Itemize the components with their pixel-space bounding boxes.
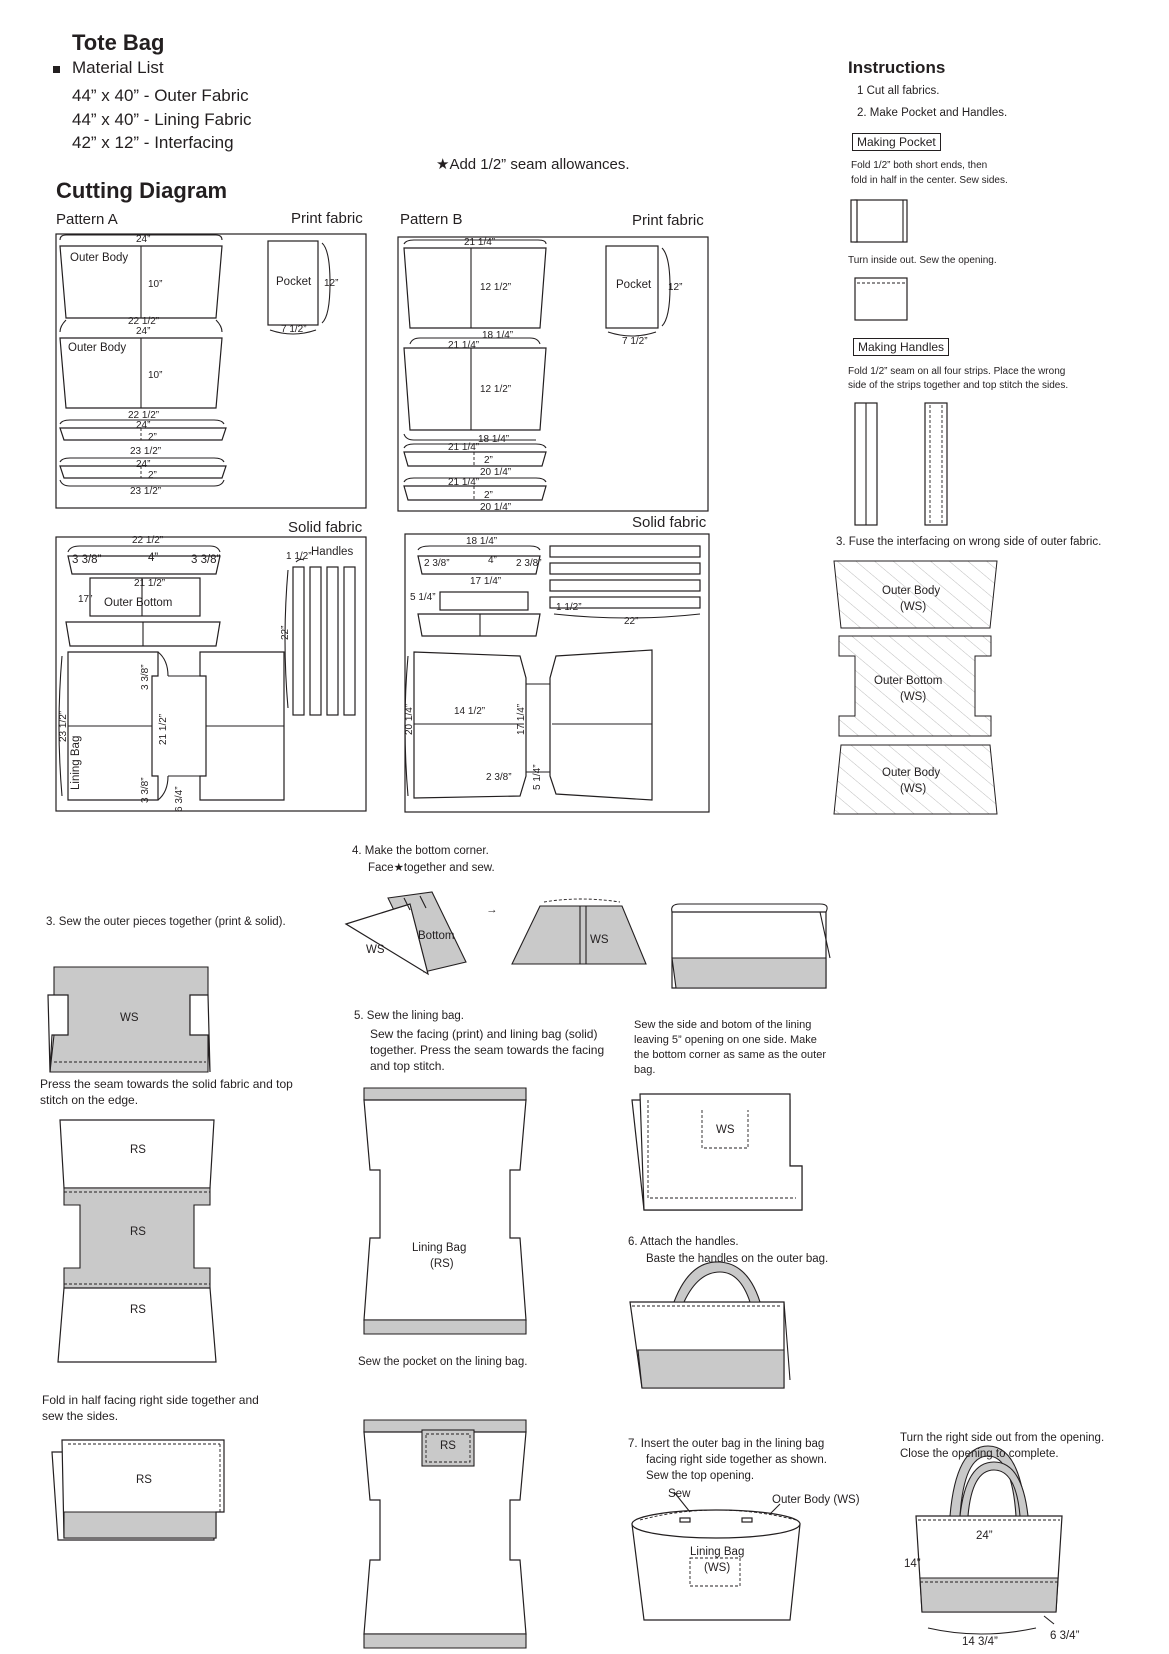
print-fabric-a: Print fabric	[291, 210, 363, 227]
step7-line1: 7. Insert the outer bag in the lining bag	[628, 1438, 825, 1450]
step3-fold-text: Fold in half facing right side together and sew the sides.	[42, 1393, 259, 1423]
material-outer: 44” x 40” - Outer Fabric	[72, 86, 249, 105]
dim-14-5-b: 14 1/2”	[454, 706, 486, 717]
step5-lining-bag: Lining Bag	[412, 1242, 467, 1254]
instructions-step1: 1 Cut all fabrics.	[857, 85, 940, 97]
final-dim-14: 14”	[904, 1558, 921, 1570]
step5-rs: (RS)	[430, 1258, 454, 1270]
step5-title: 5. Sew the lining bag.	[354, 1010, 464, 1022]
dim-5-25-b1: 5 1/4”	[410, 592, 436, 603]
fuse-outer-body-1: Outer Body	[882, 585, 941, 597]
step7-outer-body-ws: Outer Body (WS)	[772, 1494, 860, 1506]
step3-press-text: Press the seam towards the solid fabric and top stitch on the edge.	[40, 1077, 293, 1107]
step7-sew-label: Sew	[668, 1488, 691, 1500]
solid-fabric-a: Solid fabric	[288, 519, 363, 536]
final-line1: Turn the right side out from the opening.	[900, 1432, 1105, 1444]
rs-label-1: RS	[130, 1144, 146, 1156]
dim-2-a1: 2”	[148, 432, 157, 443]
dim-23-5-a1: 23 1/2”	[130, 446, 162, 457]
pocket-sew-text: Sew the pocket on the lining bag.	[358, 1356, 528, 1368]
dim-12-5-b2: 12 1/2”	[480, 384, 512, 395]
dim-17-a: 17”	[78, 594, 93, 605]
dim-21-25-b2: 21 1/4”	[448, 340, 480, 351]
handle-strips-sketch	[855, 403, 947, 525]
dim-18-25-b1: 18 1/4”	[482, 330, 514, 341]
dim-2-3-8-b1: 2 3/8”	[424, 558, 450, 569]
dim-7-5-a: 7 1/2”	[281, 324, 307, 335]
instructions-title: Instructions	[848, 58, 946, 77]
dim-24-a3: 24”	[136, 420, 151, 431]
dim-7-5-b: 7 1/2”	[622, 336, 648, 347]
dim-5-25-b2: 5 1/4”	[532, 764, 543, 790]
material-lining: 44” x 40” - Lining Fabric	[72, 110, 252, 129]
step6-handles-sketch	[630, 1262, 790, 1388]
material-interfacing: 42” x 12” - Interfacing	[72, 133, 234, 152]
dim-6-3-4-a: 6 3/4”	[174, 786, 185, 812]
pattern-b-label: Pattern B	[400, 211, 463, 228]
dim-24-a1: 24”	[136, 234, 151, 245]
dim-21-5-a1: 21 1/2”	[134, 578, 166, 589]
step4-ws-label: WS	[366, 944, 385, 956]
material-heading: Material List	[72, 58, 164, 77]
dim-4-a: 4”	[148, 552, 159, 564]
dim-3-3-8-a4: 3 3/8”	[140, 777, 151, 803]
final-line2: Close the opening to complete.	[900, 1448, 1059, 1460]
dim-4-b: 4”	[488, 555, 497, 566]
dim-24-a4: 24”	[136, 459, 151, 470]
fuse-ws-1: (WS)	[900, 601, 927, 613]
handles-text-1: Fold 1/2” seam on all four strips. Place the wrong	[848, 366, 1066, 377]
step7-line3: Sew the top opening.	[646, 1470, 755, 1482]
step5-lining-sketch	[364, 1088, 526, 1334]
pattern-a-label: Pattern A	[56, 211, 118, 228]
pocket-text-2: fold in half in the center. Sew sides.	[851, 175, 1008, 186]
handles-text-2: side of the strips together and top stitch the sides.	[848, 380, 1069, 391]
dim-3-3-8-a2: 3 3/8”	[191, 554, 221, 566]
step6-subtitle: Baste the handles on the outer bag.	[646, 1253, 829, 1265]
dim-21-25-b1: 21 1/4”	[464, 237, 496, 248]
fuse-outer-bottom: Outer Bottom	[874, 675, 943, 687]
dim-18-25-b2: 18 1/4”	[478, 434, 510, 445]
dim-18-25-b3: 18 1/4”	[466, 536, 498, 547]
dim-22-5-a3: 22 1/2”	[132, 535, 164, 546]
pocket-text-1: Fold 1/2” both short ends, then	[851, 160, 988, 171]
dim-23-5-a2: 23 1/2”	[130, 486, 162, 497]
lining-side-text: Sew the side and botom of the lining leaving 5” opening on one side. Make the bottom corner as same as the outer bag.	[634, 1019, 826, 1076]
lining-bag-a: Lining Bag	[70, 735, 82, 790]
dim-17-25-b: 17 1/4”	[470, 576, 502, 587]
handles-a: Handles	[311, 546, 354, 558]
dim-3-3-8-a3: 3 3/8”	[140, 664, 151, 690]
step7-ws: (WS)	[704, 1562, 731, 1574]
cutting-title: Cutting Diagram	[56, 178, 228, 203]
dim-20-25-b1: 20 1/4”	[480, 467, 512, 478]
step3-title: 3. Sew the outer pieces together (print & solid).	[46, 916, 286, 928]
step5-pocket-sketch	[364, 1420, 526, 1648]
dim-12-5-b1: 12 1/2”	[480, 282, 512, 293]
outer-body-a2: Outer Body	[68, 342, 127, 354]
fuse-outer-body-2: Outer Body	[882, 767, 941, 779]
rs-label-4: RS	[136, 1474, 152, 1486]
pocket-b: Pocket	[616, 279, 652, 291]
dim-10-a1: 10”	[148, 279, 163, 290]
instructions-step3: 3. Fuse the interfacing on wrong side of outer fabric.	[836, 536, 1102, 548]
step5-text: Sew the facing (print) and lining bag (solid) together. Press the seam towards the facing and top stitch.	[370, 1027, 605, 1073]
step6-title: 6. Attach the handles.	[628, 1236, 739, 1248]
step4-ws-label-2: WS	[590, 934, 609, 946]
step3-folded-sewn	[52, 1440, 224, 1540]
pocket-text-3: Turn inside out. Sew the opening.	[848, 255, 997, 266]
dim-22-a: 22”	[280, 625, 291, 640]
dim-2-b1: 2”	[484, 455, 493, 466]
final-dim-6-3-4: 6 3/4”	[1050, 1630, 1080, 1642]
dim-22-5-a2: 22 1/2”	[128, 410, 160, 421]
lining-ws-label: WS	[716, 1124, 735, 1136]
dim-2-3-8-b2: 2 3/8”	[516, 558, 542, 569]
page-title: Tote Bag	[72, 30, 165, 55]
dim-2-b2: 2”	[484, 490, 493, 501]
dim-20-25-b3: 20 1/4”	[404, 703, 415, 735]
making-pocket-label: Making Pocket	[852, 133, 941, 151]
dim-21-5-a2: 21 1/2”	[158, 713, 169, 745]
pocket-a: Pocket	[276, 276, 312, 288]
pattern-b-print-frame	[398, 237, 708, 511]
dim-2-3-8-b3: 2 3/8”	[486, 772, 512, 783]
fuse-ws-3: (WS)	[900, 783, 927, 795]
rs-label-2: RS	[130, 1226, 146, 1238]
outer-bottom-a: Outer Bottom	[104, 597, 173, 609]
pattern-a-print-frame	[56, 234, 366, 508]
seam-note: ★Add 1/2” seam allowances.	[436, 156, 630, 173]
step7-line2: facing right side together as shown.	[646, 1454, 827, 1466]
rs-label-3: RS	[130, 1304, 146, 1316]
final-dim-14-3-4: 14 3/4”	[962, 1636, 998, 1648]
final-dim-24: 24”	[976, 1530, 993, 1542]
pattern-b-solid-frame	[405, 534, 709, 812]
fuse-ws-2: (WS)	[900, 691, 927, 703]
making-handles-label: Making Handles	[853, 338, 949, 356]
dim-1-5-b: 1 1/2”	[556, 602, 582, 613]
dim-12-a: 12”	[324, 278, 339, 289]
dim-20-25-b2: 20 1/4”	[480, 502, 512, 513]
lining-bag-sewn-sketch	[632, 1094, 802, 1210]
dim-21-25-b4: 21 1/4”	[448, 477, 480, 488]
dim-10-a2: 10”	[148, 370, 163, 381]
step4-arrow: →	[486, 904, 498, 916]
dim-3-3-8-a1: 3 3/8”	[72, 554, 102, 566]
pocket-rs-label: RS	[440, 1440, 456, 1452]
print-fabric-b: Print fabric	[632, 212, 704, 229]
dim-12-b: 12”	[668, 282, 683, 293]
solid-fabric-b: Solid fabric	[632, 514, 707, 531]
dim-17-25-b2: 17 1/4”	[516, 703, 527, 735]
dim-24-a2: 24”	[136, 326, 151, 337]
dim-2-a2: 2”	[148, 470, 157, 481]
dim-1-5-a: 1 1/2”	[286, 551, 312, 562]
outer-body-a1: Outer Body	[70, 252, 129, 264]
pattern-a-solid-frame	[56, 537, 366, 811]
instructions-step2: 2. Make Pocket and Handles.	[857, 107, 1008, 119]
step3-ws-label: WS	[120, 1012, 139, 1024]
bullet-square	[53, 66, 60, 73]
step4-bottom-label: Bottom	[418, 930, 455, 942]
dim-22-5-a1: 22 1/2”	[128, 316, 160, 327]
step7-lining-bag: Lining Bag	[690, 1546, 745, 1558]
dim-22-b: 22”	[624, 616, 639, 627]
dim-21-25-b3: 21 1/4”	[448, 442, 480, 453]
step4-title: 4. Make the bottom corner.	[352, 845, 489, 857]
step4-subtitle: Face★together and sew.	[368, 862, 495, 874]
dim-23-5-a3: 23 1/2”	[58, 710, 69, 742]
